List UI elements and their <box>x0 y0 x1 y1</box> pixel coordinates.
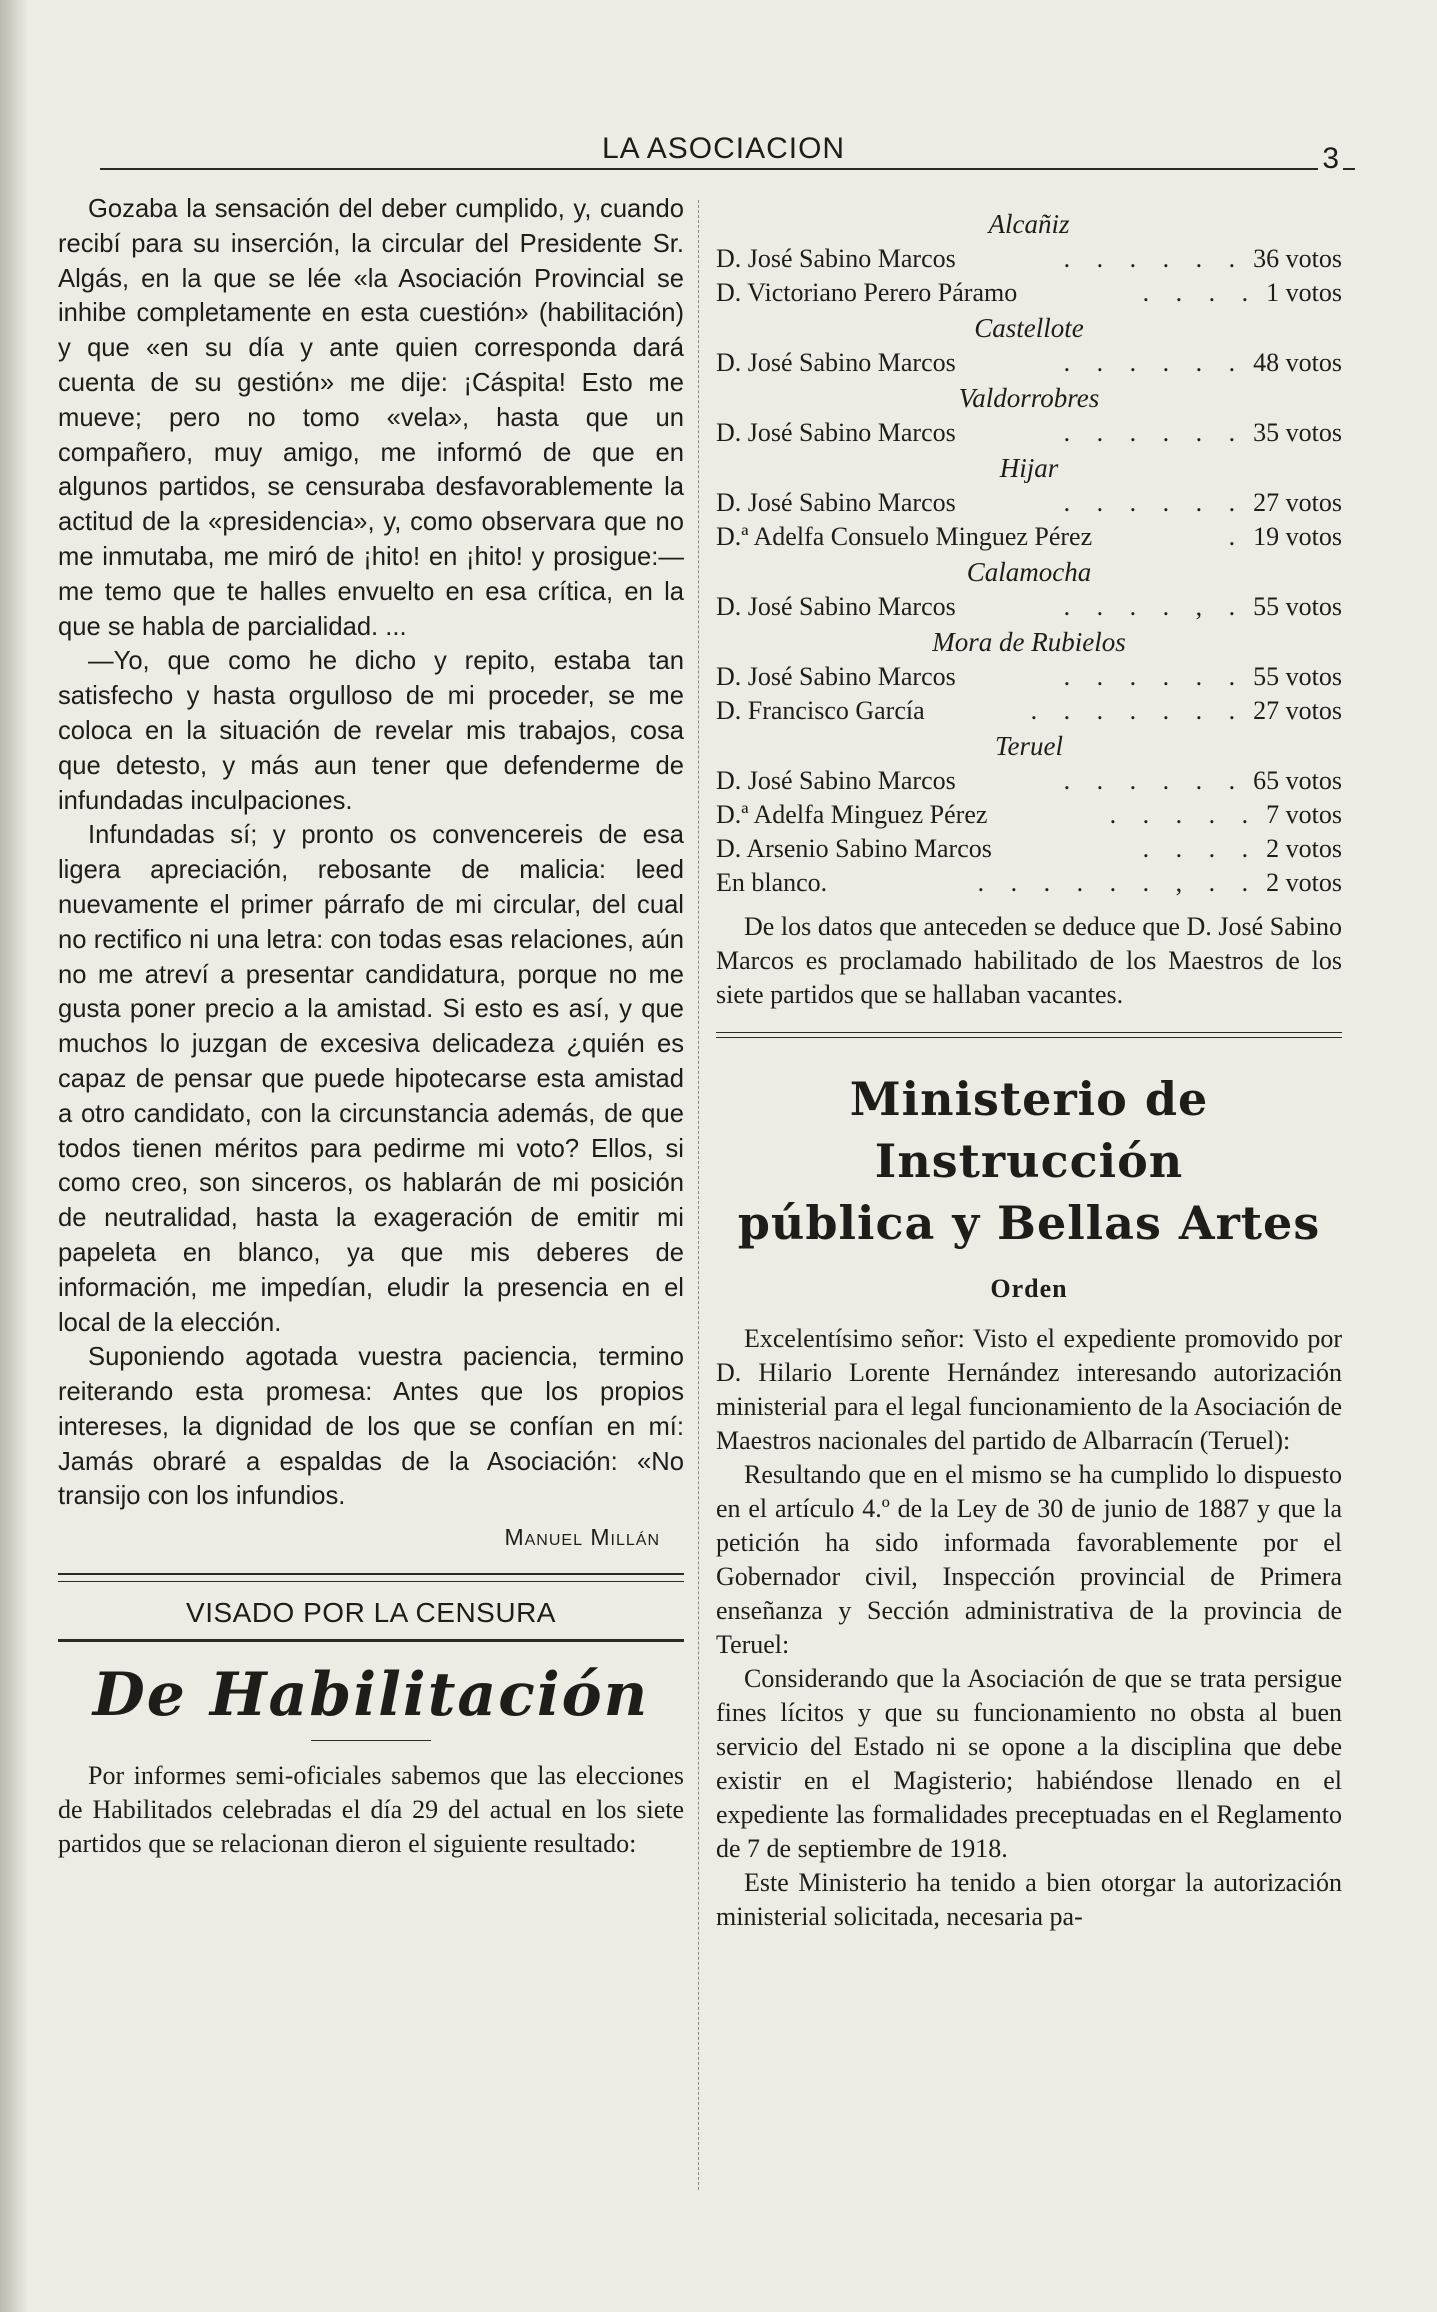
result-row <box>716 486 1342 520</box>
orden-heading: Orden <box>990 1274 1068 1303</box>
leader-dots: . . . . . . <box>1063 662 1246 691</box>
ministerio-title <box>716 1068 1342 1254</box>
leader-dots: . . . . . . , . . <box>977 868 1259 897</box>
result-row <box>716 276 1342 310</box>
orden-paragraph-1: Excelentísimo señor: Visto el expediente promovido por D. Hilario Lorente Hernández interesando autorización ministerial para el legal funcionamiento de la Asociación de Maestros nacionales del partido de Albarracín (Teruel): <box>716 1324 1342 1455</box>
town-heading: Teruel <box>994 731 1063 761</box>
vote-count: 1 votos <box>1266 278 1342 307</box>
candidate-name: D. José Sabino Marcos <box>716 244 956 273</box>
habilitacion-paragraph: Por informes semi-oficiales sabemos que las elecciones de Habilitados celebradas el día 29 del actual en los siete partidos que se relacionan dieron el siguiente resultado: <box>58 1760 684 1858</box>
header-rule <box>100 168 1355 170</box>
publication-title: LA ASOCIACION <box>590 132 857 166</box>
orden-paragraph-3: Considerando que la Asociación de que se trata persigue fines lícitos y que su funcionamiento no obsta al buen servicio del Estado ni se opone a la disciplina que debe existir en el Magisterio; habiéndose llenado en el expediente las formalidades preceptuadas en el Reglamento de 7 de septiembre de 1918. <box>716 1664 1342 1863</box>
results-castellote <box>716 310 1342 380</box>
left-column <box>58 192 684 1861</box>
candidate-name: D. Arsenio Sabino Marcos <box>716 834 992 863</box>
leader-dots: . . . . . . <box>1063 348 1246 377</box>
candidate-name: D. José Sabino Marcos <box>716 766 956 795</box>
habilitacion-title: De Habilitación <box>92 1659 650 1730</box>
results-conclusion: De los datos que anteceden se deduce que D. José Sabino Marcos es proclamado habilitado de los Maestros de los siete partidos que se hallaban vacantes. <box>716 912 1342 1009</box>
result-row <box>716 590 1342 624</box>
result-row <box>716 660 1342 694</box>
town-heading: Hijar <box>999 453 1059 483</box>
vote-count: 35 votos <box>1253 418 1342 447</box>
letter-paragraph-1: Gozaba la sensación del deber cumplido, y, cuando recibí para su inserción, la circular del Presidente Sr. Algás, en la que se lée «la Asociación Provincial se inhibe completamente en esta cuestión» (habilitación) y que «en su día y ante quien corresponda dará cuenta de su gestión» me dije: ¡Cáspita! Esto me mueve; pero no tomo «vela», hasta que un compañero, muy amigo, me informó de que en algunos partidos, se censuraba desfavorablemente la actitud de la «presidencia», y, como observara que no me inmutaba, me miró de ¡hito! en ¡hito! y prosigue:—me temo que te halles envuelto en esa crítica, en la que se habla de parcialidad. ... <box>58 195 684 641</box>
candidate-name: D. Victoriano Perero Páramo <box>716 278 1018 307</box>
town-heading: Valdorrobres <box>958 383 1100 413</box>
vote-count: 19 votos <box>1253 522 1342 551</box>
result-row <box>716 242 1342 276</box>
vote-count: 65 votos <box>1253 766 1342 795</box>
vote-count: 55 votos <box>1253 662 1342 691</box>
orden-paragraph-2: Resultando que en el mismo se ha cumplido lo dispuesto en el artículo 4.º de la Ley de 30 de junio de 1887 y que la petición ha sido informada favorablemente por el Gobernador civil, Inspección provincial de Primera enseñanza y Sección administrativa de la provincia de Teruel: <box>716 1460 1342 1659</box>
page-gutter-shadow <box>0 0 28 2312</box>
leader-dots: . . . . . . <box>1063 418 1246 447</box>
vote-count: 27 votos <box>1253 696 1342 725</box>
result-row <box>716 694 1342 728</box>
right-column <box>716 206 1342 1934</box>
vote-count: 48 votos <box>1253 348 1342 377</box>
candidate-name: D.ª Adelfa Minguez Pérez <box>716 800 988 829</box>
candidate-name: En blanco. <box>716 868 828 897</box>
page-header <box>100 128 1355 188</box>
letter-paragraph-2: —Yo, que como he dicho y repito, estaba tan satisfecho y hasta orgulloso de mi proceder, se me coloca en la situación de revelar mis trabajos, cosa que detesto, y más aun tener que defenderme de infundadas inculpaciones. <box>58 647 684 815</box>
ministerio-title-line-1: Ministerio de Instrucción <box>849 1072 1209 1188</box>
leader-dots: . . . . , . <box>1063 592 1246 621</box>
leader-dots: . <box>1228 522 1246 551</box>
town-heading: Calamocha <box>966 557 1092 587</box>
candidate-name: D. Francisco García <box>716 696 925 725</box>
leader-dots: . . . . . . <box>1063 244 1246 273</box>
leader-dots: . . . . . . . <box>1030 696 1246 725</box>
result-row <box>716 798 1342 832</box>
letter-paragraph-3: Infundadas sí; y pronto os convencereis de esa ligera apreciación, rebosante de malicia: leed nuevamente el primer párrafo de mi circular, del cual no rectifico ni una letra: con todas esas relaciones, aún no me atreví a presentar candidatura, porque no me gusta poner precio a la amistad. Si esto es así, y que muchos lo juzgan de excesiva delicadeza ¿quién es capaz de pensar que puede hipotecarse esta amistad a otro candidato, con la circunstancia además, de que todos tienen méritos para pedirme mi voto? Ellos, si como creo, son sinceros, os hablarán de mi posición de neutralidad, hasta la exageración de emitir mi papeleta en blanco, ya que mis deberes de información, me impedían, eludir la presencia en el local de la elección. <box>58 821 684 1337</box>
results-mora-de-rubielos <box>716 624 1342 728</box>
results-teruel <box>716 728 1342 900</box>
candidate-name: D. José Sabino Marcos <box>716 592 956 621</box>
leader-dots: . . . . <box>1142 834 1259 863</box>
page-number: 3 <box>1318 142 1343 176</box>
vote-count: 27 votos <box>1253 488 1342 517</box>
town-heading: Alcañiz <box>988 209 1070 239</box>
results-hijar <box>716 450 1342 554</box>
result-row <box>716 764 1342 798</box>
candidate-name: D. José Sabino Marcos <box>716 488 956 517</box>
result-row <box>716 346 1342 380</box>
result-row <box>716 520 1342 554</box>
signature: Manuel Millán <box>504 1524 660 1551</box>
results-alcaniz <box>716 206 1342 310</box>
result-row <box>716 832 1342 866</box>
candidate-name: D. José Sabino Marcos <box>716 418 956 447</box>
leader-dots: . . . . . . <box>1063 488 1246 517</box>
result-row <box>716 416 1342 450</box>
title-underline <box>311 1740 431 1741</box>
letter-paragraph-4: Suponiendo agotada vuestra paciencia, termino reiterando esta promesa: Antes que los propios intereses, la dignidad de los que se confían en mí: Jamás obraré a espaldas de la Asociación: «No transijo con los infundios. <box>58 1343 684 1511</box>
candidate-name: D. José Sabino Marcos <box>716 662 956 691</box>
vote-count: 55 votos <box>1253 592 1342 621</box>
vote-count: 7 votos <box>1266 800 1342 829</box>
column-divider <box>698 200 699 2190</box>
section-rule <box>716 1032 1342 1038</box>
leader-dots: . . . . . . <box>1063 766 1246 795</box>
vote-count: 36 votos <box>1253 244 1342 273</box>
result-row <box>716 866 1342 900</box>
leader-dots: . . . . <box>1142 278 1259 307</box>
town-heading: Mora de Rubielos <box>932 627 1126 657</box>
leader-dots: . . . . . <box>1109 800 1259 829</box>
section-rule <box>58 1573 684 1582</box>
section-rule-thick <box>58 1639 684 1642</box>
town-heading: Castellote <box>974 313 1084 343</box>
results-valdorrobres <box>716 380 1342 450</box>
orden-paragraph-4: Este Ministerio ha tenido a bien otorgar la autorización ministerial solicitada, necesaria pa- <box>716 1868 1342 1931</box>
ministerio-title-line-2: pública y Bellas Artes <box>737 1196 1321 1250</box>
censorship-notice: VISADO POR LA CENSURA <box>186 1597 556 1629</box>
candidate-name: D. José Sabino Marcos <box>716 348 956 377</box>
vote-count: 2 votos <box>1266 868 1342 897</box>
vote-count: 2 votos <box>1266 834 1342 863</box>
results-calamocha <box>716 554 1342 624</box>
candidate-name: D.ª Adelfa Consuelo Minguez Pérez <box>716 522 1093 551</box>
